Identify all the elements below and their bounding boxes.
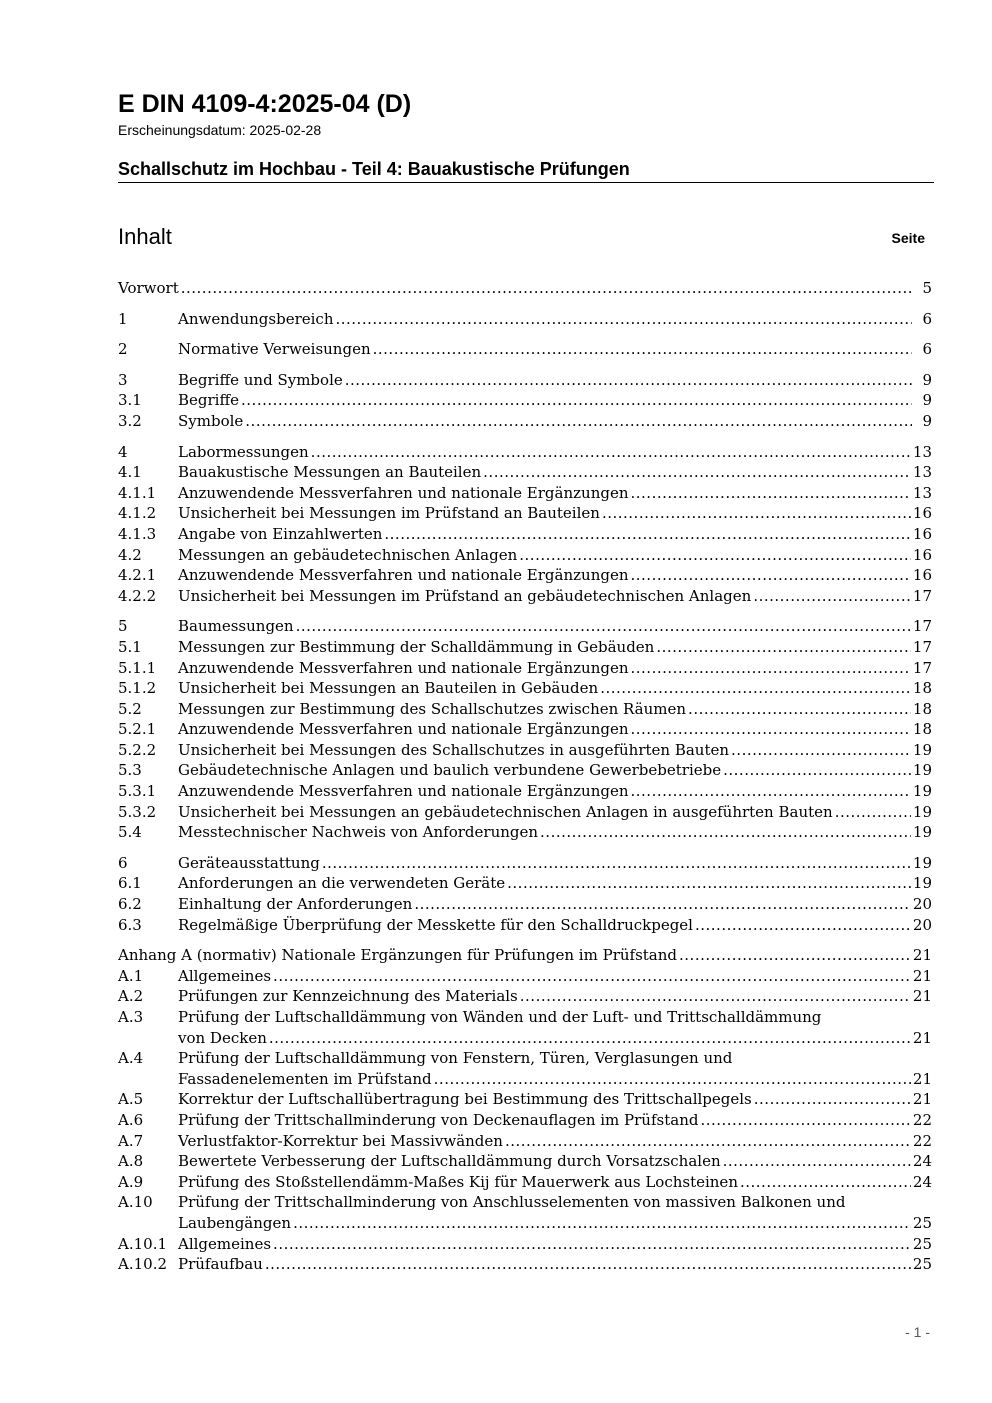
toc-entry-number: A.10 bbox=[118, 1193, 153, 1212]
toc-entry-title: Messtechnischer Nachweis von Anforderungen bbox=[178, 823, 539, 842]
toc-entry-title: Vorwort bbox=[118, 279, 179, 297]
toc-entry-number: 4.1 bbox=[118, 463, 142, 482]
toc-entry-title: Verlustfaktor-Korrektur bei Massivwänden bbox=[178, 1131, 503, 1150]
toc-entry-number: 5.2 bbox=[118, 699, 142, 718]
toc-entry-page: 22 bbox=[912, 1110, 932, 1129]
document-id: E DIN 4109-4:2025-04 (D) bbox=[118, 90, 412, 118]
toc-entry-number: 4.2.2 bbox=[118, 586, 157, 605]
dot-leader bbox=[723, 760, 911, 781]
toc-entry-page: 9 bbox=[922, 370, 932, 389]
toc-entry-title: Symbole bbox=[178, 411, 244, 430]
toc-entry-page: 21 bbox=[912, 946, 932, 965]
toc-entry-title: Unsicherheit bei Messungen an gebäudetechnischen Anlagen in ausgeführten Bauten bbox=[178, 802, 833, 821]
toc-entry-page: 16 bbox=[912, 545, 932, 564]
toc-entry-number: A.4 bbox=[118, 1049, 144, 1068]
toc-entry-number: A.6 bbox=[118, 1110, 144, 1129]
toc-entry[interactable] bbox=[118, 894, 932, 915]
dot-leader bbox=[679, 945, 911, 966]
toc-entry[interactable] bbox=[118, 1151, 932, 1172]
toc-entry-page: 22 bbox=[912, 1131, 932, 1150]
toc-entry-number: 5.3.1 bbox=[118, 782, 157, 801]
toc-entry-number: A.10.1 bbox=[118, 1234, 167, 1253]
dot-leader bbox=[296, 616, 911, 637]
header-rule bbox=[118, 182, 934, 183]
toc-entry-number: 5 bbox=[118, 617, 128, 636]
toc-entry[interactable] bbox=[118, 781, 932, 802]
toc-entry-page: 5 bbox=[922, 279, 932, 297]
toc-entry[interactable] bbox=[118, 339, 932, 360]
dot-leader bbox=[540, 822, 911, 843]
toc-entry-title: Korrektur der Luftschallübertragung bei Bestimmung des Trittschallpegels bbox=[178, 1090, 752, 1109]
toc-entry-number: 5.1.2 bbox=[118, 679, 157, 698]
toc-entry-page: 21 bbox=[912, 1090, 932, 1109]
dot-leader bbox=[505, 1131, 911, 1152]
toc-entry-number: 5.2.2 bbox=[118, 740, 157, 759]
toc-entry-title: Prüfung des Stoßstellendämm-Maßes Kij für Mauerwerk aus Lochsteinen bbox=[178, 1172, 738, 1191]
dot-leader bbox=[507, 873, 911, 894]
toc-entry-page: 21 bbox=[912, 1028, 932, 1047]
dot-leader bbox=[688, 699, 911, 720]
toc-entry-number: 5.3.2 bbox=[118, 802, 157, 821]
toc-entry-title: Anzuwendende Messverfahren und nationale Ergänzungen bbox=[178, 483, 629, 502]
toc-entry[interactable] bbox=[118, 1007, 932, 1048]
toc-entry-title: Unsicherheit bei Messungen des Schallschutzes in ausgeführten Bauten bbox=[178, 740, 730, 759]
toc-entry-page: 21 bbox=[912, 1069, 932, 1088]
toc-entry-number: 6.2 bbox=[118, 895, 142, 914]
toc-entry[interactable] bbox=[118, 390, 932, 411]
toc-entry-page: 25 bbox=[912, 1213, 932, 1232]
toc-entry-page: 24 bbox=[912, 1172, 932, 1191]
toc-entry-number: 4.2.1 bbox=[118, 566, 157, 585]
toc-entry[interactable] bbox=[118, 678, 932, 699]
toc-entry-page: 6 bbox=[922, 309, 932, 328]
toc-entry-page: 17 bbox=[912, 658, 932, 677]
dot-leader bbox=[414, 894, 911, 915]
toc-entry-page: 19 bbox=[912, 740, 932, 759]
toc-entry-page: 20 bbox=[912, 915, 932, 934]
page-number: - 1 - bbox=[905, 1324, 930, 1340]
dot-leader bbox=[753, 586, 911, 607]
toc-entry-number: A.9 bbox=[118, 1172, 144, 1191]
toc-entry-number: A.5 bbox=[118, 1090, 144, 1109]
toc-entry[interactable] bbox=[118, 616, 932, 637]
dot-leader bbox=[835, 802, 911, 823]
dot-leader bbox=[631, 565, 911, 586]
toc-entry-page: 17 bbox=[912, 637, 932, 656]
toc-entry-number: A.7 bbox=[118, 1131, 144, 1150]
toc-entry-page: 19 bbox=[912, 853, 932, 872]
toc-entry-title: Messungen an gebäudetechnischen Anlagen bbox=[178, 545, 518, 564]
toc-entry-page: 20 bbox=[912, 895, 932, 914]
toc-entry-title: Bewertete Verbesserung der Luftschalldämmung durch Vorsatzschalen bbox=[178, 1152, 721, 1171]
toc-entry[interactable] bbox=[118, 483, 932, 504]
toc-entry-number: A.10.2 bbox=[118, 1255, 167, 1274]
toc-entry[interactable] bbox=[118, 462, 932, 483]
dot-leader bbox=[723, 1151, 911, 1172]
toc-entry-title: Geräteausstattung bbox=[178, 853, 320, 872]
toc-entry-title: Unsicherheit bei Messungen im Prüfstand an Bauteilen bbox=[178, 504, 600, 523]
toc-entry[interactable] bbox=[118, 740, 932, 761]
toc-entry-page: 17 bbox=[912, 586, 932, 605]
toc-entry-title: Begriffe und Symbole bbox=[178, 370, 343, 389]
toc-entry-page: 21 bbox=[912, 966, 932, 985]
toc-entry-number: 6 bbox=[118, 853, 128, 872]
toc-entry-page: 19 bbox=[912, 823, 932, 842]
dot-leader bbox=[731, 740, 911, 761]
toc-entry[interactable] bbox=[118, 966, 932, 987]
dot-leader bbox=[181, 278, 912, 299]
toc-entry[interactable] bbox=[118, 1131, 932, 1152]
toc-entry[interactable] bbox=[118, 915, 932, 936]
toc-entry-number: 5.4 bbox=[118, 823, 142, 842]
toc-entry-page: 13 bbox=[912, 442, 932, 461]
dot-leader bbox=[384, 524, 911, 545]
toc-entry-title: Angabe von Einzahlwerten bbox=[178, 524, 383, 543]
toc-entry-page: 16 bbox=[912, 524, 932, 543]
toc-entry-number: A.2 bbox=[118, 987, 144, 1006]
toc-entry[interactable] bbox=[118, 699, 932, 720]
toc-entry-title: Fassadenelementen im Prüfstand bbox=[178, 1069, 432, 1088]
toc-entry[interactable] bbox=[118, 986, 932, 1007]
toc-entry-number: 5.1 bbox=[118, 637, 142, 656]
toc-entry-title: Labormessungen bbox=[178, 442, 309, 461]
toc-entry-number: A.8 bbox=[118, 1152, 144, 1171]
toc-entry-title: Unsicherheit bei Messungen im Prüfstand an gebäudetechnischen Anlagen bbox=[178, 586, 752, 605]
dot-leader bbox=[695, 915, 911, 936]
toc-entry[interactable] bbox=[118, 1089, 932, 1110]
toc-entry[interactable] bbox=[118, 565, 932, 586]
toc-entry-number: 6.3 bbox=[118, 915, 142, 934]
toc-entry-title: von Decken bbox=[178, 1028, 267, 1047]
toc-entry-title: Anzuwendende Messverfahren und nationale Ergänzungen bbox=[178, 782, 629, 801]
toc-entry-title: Begriffe bbox=[178, 391, 240, 410]
toc-entry[interactable] bbox=[118, 945, 932, 966]
toc-entry-title: Bauakustische Messungen an Bauteilen bbox=[178, 463, 482, 482]
toc-entry-title-line: Prüfung der Trittschallminderung von Anschlusselementen von massiven Balkonen und bbox=[178, 1193, 846, 1212]
toc-entry-page: 13 bbox=[912, 483, 932, 502]
toc-entry-page: 9 bbox=[922, 391, 932, 410]
toc-entry[interactable] bbox=[118, 873, 932, 894]
dot-leader bbox=[600, 678, 911, 699]
toc-entry-number: 3 bbox=[118, 370, 128, 389]
toc-entry-number: 4.1.2 bbox=[118, 504, 157, 523]
dot-leader bbox=[311, 442, 911, 463]
toc-entry-page: 17 bbox=[912, 617, 932, 636]
dot-leader bbox=[265, 1254, 911, 1275]
dot-leader bbox=[345, 370, 912, 391]
toc-entry-title: Anhang A (normativ) Nationale Ergänzungen für Prüfungen im Prüfstand bbox=[118, 946, 678, 965]
toc-entry[interactable] bbox=[118, 586, 932, 607]
toc-entry-title: Messungen zur Bestimmung der Schalldämmung in Gebäuden bbox=[178, 637, 655, 656]
toc-entry-number: 2 bbox=[118, 340, 128, 359]
toc-entry[interactable] bbox=[118, 658, 932, 679]
toc-entry-page: 19 bbox=[912, 782, 932, 801]
toc-entry-page: 9 bbox=[922, 411, 932, 430]
toc-entry[interactable] bbox=[118, 719, 932, 740]
toc-entry-number: 4.1.1 bbox=[118, 483, 157, 502]
dot-leader bbox=[631, 719, 911, 740]
toc-page-label: Seite bbox=[891, 230, 925, 246]
toc-entry-page: 24 bbox=[912, 1152, 932, 1171]
toc-entry-title: Prüfaufbau bbox=[178, 1255, 263, 1274]
toc-entry-title: Prüfung der Trittschallminderung von Deckenauflagen im Prüfstand bbox=[178, 1110, 699, 1129]
dot-leader bbox=[322, 853, 911, 874]
toc-entry-page: 25 bbox=[912, 1234, 932, 1253]
dot-leader bbox=[335, 309, 912, 330]
toc-entry[interactable] bbox=[118, 1192, 932, 1233]
toc-entry-title: Laubengängen bbox=[178, 1213, 292, 1232]
toc-entry[interactable] bbox=[118, 503, 932, 524]
toc-heading: Inhalt bbox=[118, 224, 172, 249]
toc-entry-page: 16 bbox=[912, 566, 932, 585]
toc-entry[interactable] bbox=[118, 1048, 932, 1089]
dot-leader bbox=[434, 1069, 911, 1090]
toc-entry-page: 6 bbox=[922, 340, 932, 359]
toc-entry-number: A.3 bbox=[118, 1008, 144, 1026]
toc-entry-title: Anforderungen an die verwendeten Geräte bbox=[178, 874, 506, 893]
document-title: Schallschutz im Hochbau - Teil 4: Bauakustische Prüfungen bbox=[118, 159, 630, 179]
toc-entry[interactable] bbox=[118, 278, 932, 299]
toc-entry-page: 18 bbox=[912, 679, 932, 698]
dot-leader bbox=[273, 966, 911, 987]
toc-entry-title: Regelmäßige Überprüfung der Messkette für den Schalldruckpegel bbox=[178, 915, 693, 934]
toc-entry[interactable] bbox=[118, 309, 932, 330]
dot-leader bbox=[483, 462, 911, 483]
toc-entry[interactable] bbox=[118, 1254, 932, 1275]
toc-entry-title: Normative Verweisungen bbox=[178, 340, 371, 359]
toc-entry-number: A.1 bbox=[118, 966, 144, 985]
toc-entry-number: 4.1.3 bbox=[118, 524, 157, 543]
toc-entry-number: 4.2 bbox=[118, 545, 142, 564]
dot-leader bbox=[602, 503, 911, 524]
toc-entry[interactable] bbox=[118, 442, 932, 463]
toc-entry[interactable] bbox=[118, 853, 932, 874]
toc-entry[interactable] bbox=[118, 822, 932, 843]
toc-entry-page: 18 bbox=[912, 699, 932, 718]
toc-entry[interactable] bbox=[118, 370, 932, 391]
toc-entry-page: 19 bbox=[912, 802, 932, 821]
dot-leader bbox=[293, 1213, 911, 1234]
toc-entry-title-line: Prüfung der Luftschalldämmung von Wänden und der Luft- und Trittschalldämmung bbox=[178, 1008, 822, 1026]
toc-entry-page: 18 bbox=[912, 720, 932, 739]
toc-entry-page: 25 bbox=[912, 1255, 932, 1274]
toc-entry-title: Anwendungsbereich bbox=[178, 309, 334, 328]
toc-entry-title: Gebäudetechnische Anlagen und baulich verbundene Gewerbebetriebe bbox=[178, 761, 722, 780]
dot-leader bbox=[740, 1172, 911, 1193]
toc-entry-page: 13 bbox=[912, 463, 932, 482]
toc-entry-title: Prüfungen zur Kennzeichnung des Materials bbox=[178, 987, 518, 1006]
toc-entry-number: 5.2.1 bbox=[118, 720, 157, 739]
toc-entry-number: 3.2 bbox=[118, 411, 142, 430]
dot-leader bbox=[373, 339, 912, 360]
toc-entry[interactable] bbox=[118, 1172, 932, 1193]
toc-entry-title: Baumessungen bbox=[178, 617, 294, 636]
toc-entry[interactable] bbox=[118, 1110, 932, 1131]
toc-entry-number: 3.1 bbox=[118, 391, 142, 410]
toc-entry-title-line: Prüfung der Luftschalldämmung von Fenstern, Türen, Verglasungen und bbox=[178, 1049, 733, 1068]
toc-entry-page: 21 bbox=[912, 987, 932, 1006]
toc-entry-number: 5.1.1 bbox=[118, 658, 157, 677]
dot-leader bbox=[245, 411, 912, 432]
publication-date: Erscheinungsdatum: 2025-02-28 bbox=[118, 122, 322, 138]
toc-entry-page: 19 bbox=[912, 761, 932, 780]
toc-entry-title: Einhaltung der Anforderungen bbox=[178, 895, 413, 914]
dot-leader bbox=[269, 1028, 911, 1049]
toc-entry-title: Unsicherheit bei Messungen an Bauteilen in Gebäuden bbox=[178, 679, 599, 698]
toc-entry-title: Anzuwendende Messverfahren und nationale Ergänzungen bbox=[178, 566, 629, 585]
toc-entry-title: Allgemeines bbox=[178, 966, 272, 985]
toc-entry-title: Allgemeines bbox=[178, 1234, 272, 1253]
toc-entry-title: Messungen zur Bestimmung des Schallschutzes zwischen Räumen bbox=[178, 699, 687, 718]
toc-entry[interactable] bbox=[118, 760, 932, 781]
toc-entry[interactable] bbox=[118, 802, 932, 823]
toc-entry-page: 16 bbox=[912, 504, 932, 523]
table-of-contents bbox=[118, 278, 932, 1275]
dot-leader bbox=[273, 1234, 911, 1255]
dot-leader bbox=[754, 1089, 911, 1110]
dot-leader bbox=[520, 986, 911, 1007]
toc-entry[interactable] bbox=[118, 1234, 932, 1255]
toc-entry-title: Anzuwendende Messverfahren und nationale Ergänzungen bbox=[178, 658, 629, 677]
toc-entry[interactable] bbox=[118, 545, 932, 566]
toc-entry-number: 5.3 bbox=[118, 761, 142, 780]
toc-entry-number: 1 bbox=[118, 309, 128, 328]
dot-leader bbox=[656, 637, 911, 658]
dot-leader bbox=[631, 781, 911, 802]
toc-entry[interactable] bbox=[118, 524, 932, 545]
dot-leader bbox=[241, 390, 912, 411]
toc-entry-number: 6.1 bbox=[118, 874, 142, 893]
dot-leader bbox=[631, 658, 911, 679]
dot-leader bbox=[631, 483, 911, 504]
dot-leader bbox=[700, 1110, 910, 1131]
toc-entry-title: Anzuwendende Messverfahren und nationale Ergänzungen bbox=[178, 720, 629, 739]
dot-leader bbox=[519, 545, 911, 566]
toc-entry[interactable] bbox=[118, 637, 932, 658]
toc-entry-number: 4 bbox=[118, 442, 128, 461]
toc-entry[interactable] bbox=[118, 411, 932, 432]
toc-entry-page: 19 bbox=[912, 874, 932, 893]
